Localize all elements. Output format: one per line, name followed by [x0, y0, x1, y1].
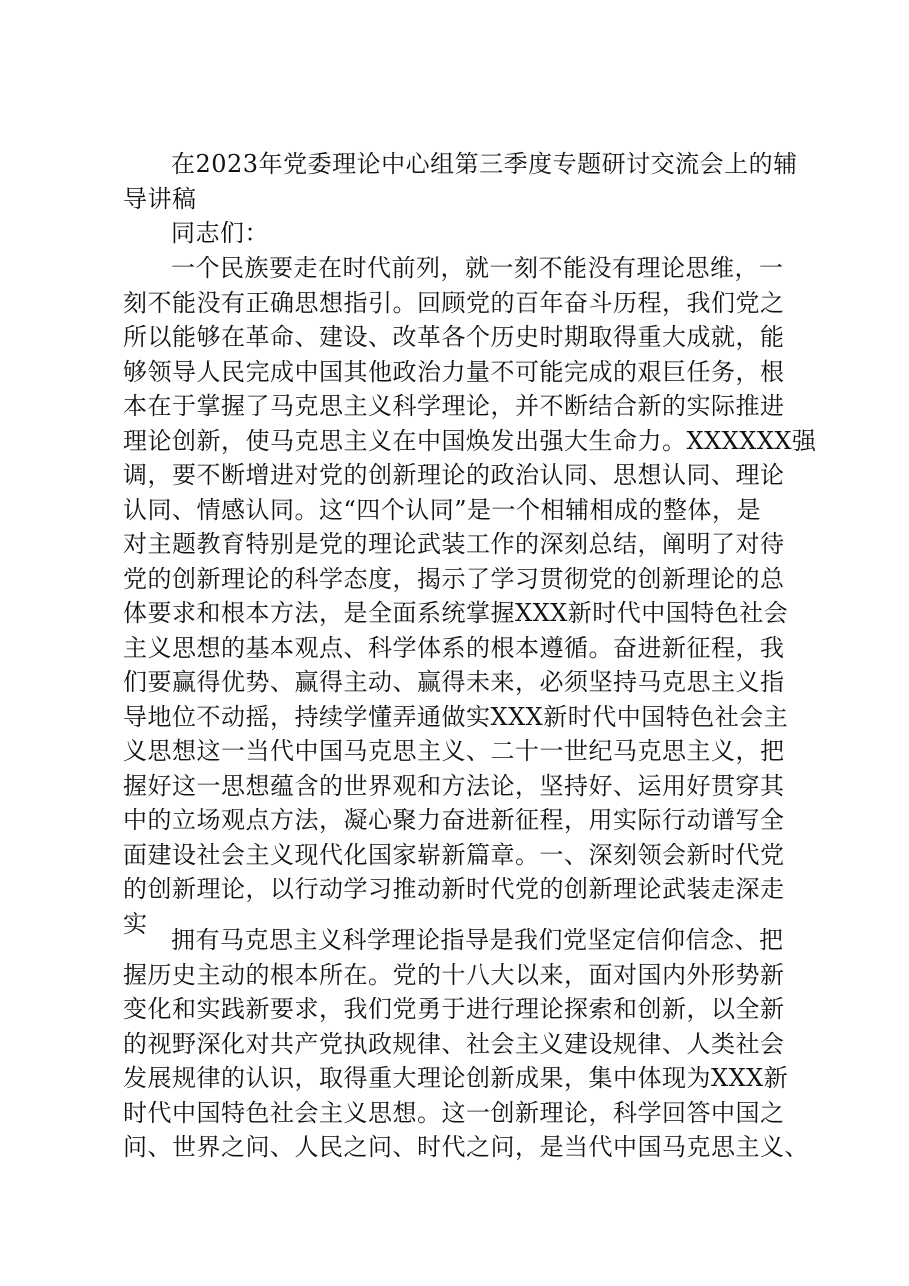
greeting: [123, 216, 803, 251]
paragraph-line: 实: [123, 909, 148, 938]
paragraph-line: 导地位不动摇，持续学懂弄通做实XXX新时代中国特色社会主: [123, 702, 789, 731]
paragraph-line: 一个民族要走在时代前列，就一刻不能没有理论思维，一: [171, 254, 784, 282]
paragraph-line: 时代中国特色社会主义思想。这一创新理论，科学回答中国之: [123, 1098, 785, 1127]
paragraph-line: 义思想这一当代中国马克思主义、二十一世纪马克思主义，把: [123, 737, 785, 765]
paragraph-line: 变化和实践新要求，我们党勇于进行理论探索和创新，以全新: [123, 995, 785, 1023]
paragraph-line: 面建设社会主义现代化国家崭新篇章。一、深刻领会新时代党: [123, 840, 785, 869]
paragraph-line: 主义思想的基本观点、科学体系的根本遵循。奋进新征程，我: [123, 633, 785, 662]
paragraph-line: 的创新理论，以行动学习推动新时代党的创新理论武装走深走: [123, 875, 785, 903]
paragraph-line: 问、世界之问、人民之问、时代之问，是当代中国马克思主义、: [123, 1133, 809, 1161]
paragraph-line: 理论创新，使马克思主义在中国焕发出强大生命力。XXXXXX强: [123, 426, 817, 455]
paragraph-line: 中的立场观点方法，凝心聚力奋进新征程，用实际行动谱写全: [123, 806, 785, 834]
paragraph-line: 们要赢得优势、赢得主动、赢得未来，必须坚持马克思主义指: [123, 668, 785, 696]
paragraph-line: 对主题教育特别是党的理论武装工作的深刻总结，阐明了对待: [123, 530, 785, 558]
paragraph-line: 握历史主动的根本所在。党的十八大以来，面对国内外形势新: [123, 960, 785, 989]
paragraph-line: 党的创新理论的科学态度，揭示了学习贯彻党的创新理论的总: [123, 564, 785, 593]
paragraph-line: 拥有马克思主义科学理论指导是我们党坚定信仰信念、把: [171, 926, 784, 954]
title-line: 在2023年党委理论中心组第三季度专题研讨交流会上的辅: [171, 150, 798, 178]
paragraph-line: 认同、情感认同。这“四个认同”是一个相辅相成的整体，是: [123, 495, 762, 524]
paragraph-line: 够领导人民完成中国其他政治力量不可能完成的艰巨任务，根: [123, 357, 785, 386]
paragraph-line: 调，要不断增进对党的创新理论的政治认同、思想认同、理论: [123, 461, 785, 489]
paragraph-line: 体要求和根本方法，是全面系统掌握XXX新时代中国特色社会: [123, 599, 789, 627]
paragraph-line: 所以能够在革命、建设、改革各个历史时期取得重大成就，能: [123, 323, 785, 351]
paragraph-line: 发展规律的认识，取得重大理论创新成果，集中体现为XXX新: [123, 1064, 789, 1092]
paragraph-line: 刻不能没有正确思想指引。回顾党的百年奋斗历程，我们党之: [123, 288, 785, 317]
title-line: 导讲稿: [123, 184, 197, 213]
paragraph-line: 本在于掌握了马克思主义科学理论，并不断结合新的实际推进: [123, 392, 785, 420]
paragraph-2: [123, 923, 809, 1165]
greeting-text: 同志们：: [171, 219, 269, 247]
document-title: [123, 147, 803, 216]
paragraph-line: 握好这一思想蕴含的世界观和方法论，坚持好、运用好贯穿其: [123, 771, 785, 800]
paragraph-line: 的视野深化对共产党执政规律、社会主义建设规律、人类社会: [123, 1029, 785, 1058]
paragraph-1: [123, 251, 817, 941]
